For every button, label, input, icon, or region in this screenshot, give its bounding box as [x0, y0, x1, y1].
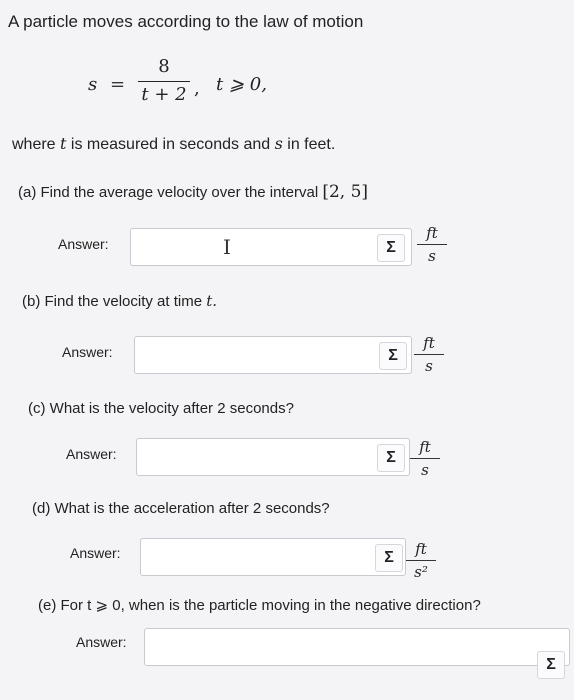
where-text-mid: is measured in seconds and	[66, 136, 275, 153]
text-cursor-icon: I	[223, 235, 231, 259]
answer-label: Answer:	[62, 344, 113, 360]
unit-c-den: s	[421, 461, 429, 479]
question-a-text: (a) Find the average velocity over the interval	[18, 184, 323, 201]
unit-c-bar	[410, 458, 440, 459]
answer-label: Answer:	[66, 446, 117, 462]
question-b	[22, 292, 217, 310]
question-b-var: t.	[206, 292, 218, 310]
sigma-equation-button[interactable]: Σ	[537, 651, 565, 679]
units-description	[12, 134, 335, 154]
formula-denominator: t + 2	[141, 84, 187, 105]
unit-a-num: ft	[426, 224, 438, 242]
formula-equals: =	[110, 74, 126, 95]
fraction-bar	[138, 81, 190, 82]
question-b-text: (b) Find the velocity at time	[22, 293, 207, 310]
formula-lhs: s	[88, 74, 98, 95]
answer-label: Answer:	[58, 236, 109, 252]
unit-d-den: s²	[414, 563, 428, 581]
question-d: (d) What is the acceleration after 2 seconds?	[32, 500, 330, 517]
sigma-equation-button[interactable]: Σ	[377, 234, 405, 262]
question-e: (e) For t ⩾ 0, when is the particle moving in the negative direction?	[38, 597, 481, 614]
sigma-equation-button[interactable]: Σ	[379, 342, 407, 370]
answer-c-input[interactable]	[136, 438, 410, 476]
unit-a	[417, 224, 447, 265]
unit-b	[414, 334, 444, 375]
unit-b-num: ft	[423, 334, 435, 352]
unit-d	[406, 540, 436, 581]
unit-d-bar	[406, 560, 436, 561]
sigma-equation-button[interactable]: Σ	[377, 444, 405, 472]
unit-b-den: s	[425, 357, 433, 375]
formula-numerator: 8	[158, 56, 170, 77]
unit-d-num: ft	[415, 540, 427, 558]
formula-fraction	[138, 56, 190, 105]
answer-e-input[interactable]	[144, 628, 570, 673]
where-text-post: in feet.	[282, 136, 336, 153]
unit-b-bar	[414, 354, 444, 355]
unit-c	[410, 438, 440, 479]
where-text-pre: where	[12, 136, 61, 153]
where-var-t: t	[60, 134, 67, 153]
question-a-interval: [2, 5]	[322, 182, 369, 202]
answer-label: Answer:	[76, 634, 127, 650]
problem-intro: A particle moves according to the law of motion	[8, 12, 364, 31]
question-a	[18, 182, 368, 202]
answer-a-input[interactable]	[130, 228, 412, 266]
unit-a-den: s	[428, 247, 436, 265]
answer-b-input[interactable]	[134, 336, 412, 374]
question-c: (c) What is the velocity after 2 seconds?	[28, 400, 294, 417]
sigma-equation-button[interactable]: Σ	[375, 544, 403, 572]
where-var-s: s	[274, 134, 283, 153]
unit-c-num: ft	[419, 438, 431, 456]
answer-label: Answer:	[70, 545, 121, 561]
formula-comma: ,	[194, 78, 200, 99]
law-of-motion-formula	[88, 56, 288, 116]
formula-condition: t ⩾ 0,	[216, 74, 267, 95]
answer-d-input[interactable]	[140, 538, 406, 576]
unit-a-bar	[417, 244, 447, 245]
